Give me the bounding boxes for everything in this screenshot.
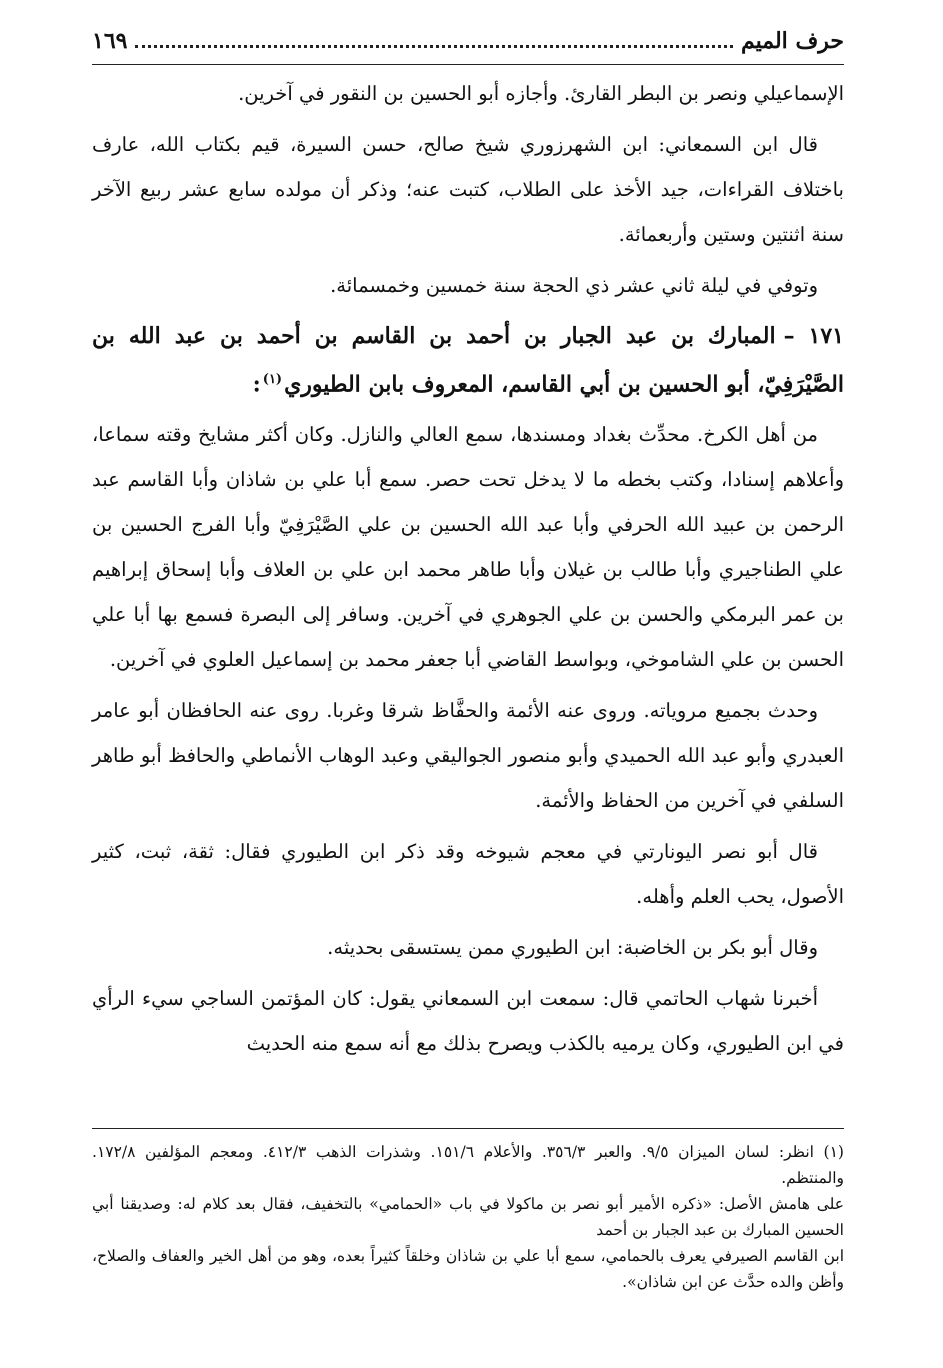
chapter-title: حرف الميم (740, 28, 844, 54)
page (92, 28, 844, 1072)
entry-title-text: المبارك بن عبد الجبار بن أحمد بن القاسم بن أحمد بن عبد الله بن الصَّيْرَفِيّ، أبو الحسين بن أبي القاسم، المعروف بابن الطيوري (92, 323, 844, 398)
running-header (92, 28, 844, 65)
footnote-1: (١) انظر: لسان الميزان ٩/٥. والعبر ٣٥٦/٣. والأعلام ١٥١/٦. وشذرات الذهب ٤١٢/٣. ومعجم المؤلفين ١٧٢/٨. والمنتظم. (92, 1143, 844, 1187)
entry-colon: : (252, 371, 261, 398)
paragraph-5: وحدث بجميع مروياته. وروى عنه الأئمة والحفَّاظ شرقا وغربا. روى عنه الحافظان أبو عامر العبدري وأبو عبد الله الحميدي وأبو منصور الجواليقي وعبد الوهاب الأنماطي والحافظ أبو طاهر السلفي في آخرين من الحفاظ والأئمة. (92, 699, 844, 813)
paragraph-4: من أهل الكرخ. محدِّث بغداد ومسندها، سمع العالي والنازل. وكان أكثر مشايخ وقته سماعا، وأعلاهم إسنادا، وكتب بخطه ما لا يدخل تحت حصر. سمع أبا علي بن شاذان وأبا القاسم عبد الرحمن بن عبيد الله الحرفي وأبا عبد الله الحسين بن علي الصَّيْرَفِيّ وأبا الفرج الحسين بن علي الطناجيري وأبا طالب بن غيلان وأبا طاهر محمد ابن علي بن العلاف وأبا إسحاق إبراهيم بن عمر البرمكي والحسن بن علي الجوهري في آخرين. وسافر إلى البصرة فسمع بها أبا علي الحسن بن علي الشاموخي، وبواسط القاضي أبا جعفر محمد بن إسماعيل العلوي في آخرين. (92, 423, 844, 672)
footnotes-section (92, 1128, 844, 1295)
paragraph-1: الإسماعيلي ونصر بن البطر القارئ. وأجازه أبو الحسين بن النقور في آخرين. (238, 82, 844, 105)
paragraph-8: أخبرنا شهاب الحاتمي قال: سمعت ابن السمعاني يقول: كان المؤتمن الساجي سيء الرأي في ابن الطيوري، وكان يرميه بالكذب ويصرح بذلك مع أنه سمع منه الحديث (92, 987, 844, 1056)
entry-number: ١٧١ – (783, 323, 844, 349)
footnote-reference[interactable]: (١) (262, 372, 283, 387)
footnote-margin-note-continued: ابن القاسم الصيرفي يعرف بالحمامي، سمع أبا علي بن شاذان وخلقاً كثيراً بعده، وهو من أهل الخير والعفاف والصلاح، وأظن والده حدَّث عن ابن شاذان». (92, 1247, 844, 1291)
paragraph-6: قال أبو نصر اليونارتي في معجم شيوخه وقد ذكر ابن الطيوري فقال: ثقة، ثبت، كثير الأصول، يحب العلم وأهله. (92, 840, 844, 909)
paragraph-3: وتوفي في ليلة ثاني عشر ذي الحجة سنة خمسين وخمسمائة. (330, 274, 818, 297)
paragraph-7: وقال أبو بكر بن الخاضبة: ابن الطيوري ممن يستسقى بحديثه. (327, 936, 818, 960)
entry-heading (92, 314, 844, 406)
dotted-leader (135, 45, 733, 48)
paragraph-2: قال ابن السمعاني: ابن الشهرزوري شيخ صالح، حسن السيرة، قيم بكتاب الله، عارف باختلاف القراءات، جيد الأخذ على الطلاب، كتبت عنه؛ وذكر أن مولده سابع عشر ربيع الآخر سنة اثنتين وستين وأربعمائة. (92, 133, 844, 246)
footnote-margin-note: على هامش الأصل: «ذكره الأمير أبو نصر بن ماكولا في باب «الحمامي» بالتخفيف، فقال بعد كلام له: وصديقنا أبي الحسين المبارك بن عبد الجبار بن أحمد (92, 1195, 844, 1239)
page-number: ١٦٩ (92, 28, 128, 54)
